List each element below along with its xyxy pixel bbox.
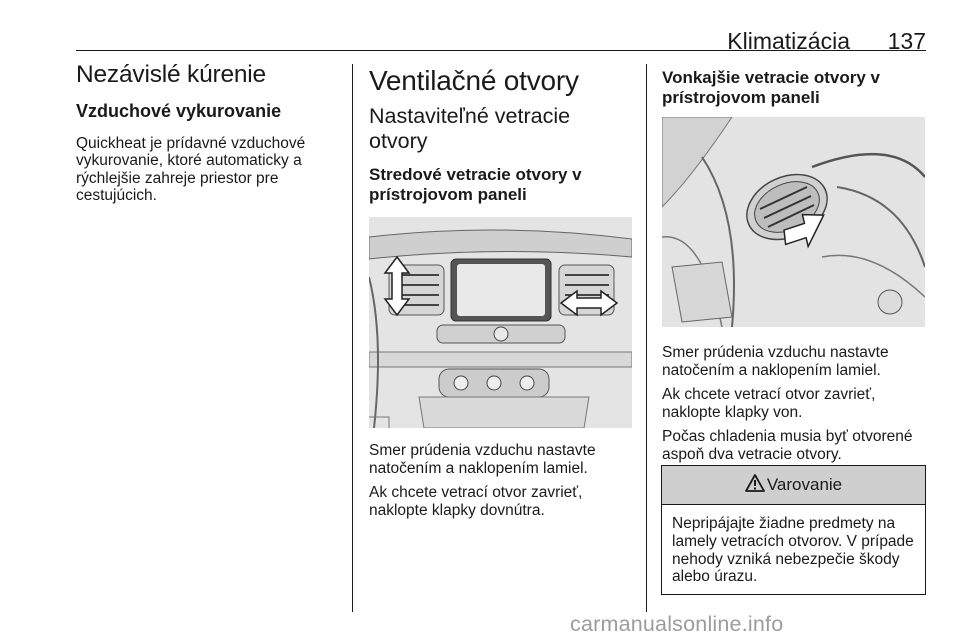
warning-box <box>661 465 926 595</box>
center-vents-illustration <box>369 217 632 428</box>
warning-header <box>662 466 925 505</box>
paragraph-center-close: Ak chcete vetrací otvor zavrieť, naklopte klapky dovnútra. <box>369 484 583 519</box>
warning-title: Varovanie <box>766 475 843 494</box>
warning-text: Nepripájajte žiadne predmety na lamely vetracích otvorov. V prípade nehody vzniká nebezpečie škody alebo úrazu. <box>672 515 914 586</box>
paragraph-quickheat: Quickheat je prídavné vzduchové vykurovanie, ktoré automaticky a rýchlejšie zahreje priestor pre cestujúcich. <box>76 134 306 205</box>
outer-vent-illustration <box>662 117 925 327</box>
section-heading-independent-heating: Nezávislé kúrenie <box>76 61 266 88</box>
header-divider <box>76 50 926 51</box>
column-1 <box>76 60 338 205</box>
paragraph-outer-direction: Smer prúdenia vzduchu nastavte natočením a naklopením lamiel. <box>662 344 889 379</box>
column-3 <box>662 68 926 463</box>
subheading-center-vents: Stredové vetracie otvory v prístrojovom paneli <box>369 165 582 205</box>
running-header-title: Klimatizácia <box>727 28 850 54</box>
subheading-air-heating: Vzduchové vykurovanie <box>76 101 282 122</box>
paragraph-center-direction: Smer prúdenia vzduchu nastavte natočením a naklopením lamiel. <box>369 442 596 477</box>
page-number: 137 <box>887 28 926 54</box>
column-divider-2 <box>646 64 647 612</box>
column-2 <box>369 62 634 519</box>
paragraph-outer-close: Ak chcete vetrací otvor zavrieť, naklopte klapky von. <box>662 386 876 421</box>
subheading-outer-vents: Vonkajšie vetracie otvory v prístrojovom paneli <box>662 68 880 108</box>
column-divider-1 <box>352 64 353 612</box>
paragraph-cooling-note: Počas chladenia musia byť otvorené aspoň dva vetracie otvory. <box>662 428 913 463</box>
watermark: carmanualsonline.info <box>570 612 784 636</box>
subheading-adjustable-vents: Nastaviteľné vetracie otvory <box>369 103 571 154</box>
warning-triangle-icon <box>745 474 765 497</box>
section-heading-vents: Ventilačné otvory <box>369 65 579 96</box>
